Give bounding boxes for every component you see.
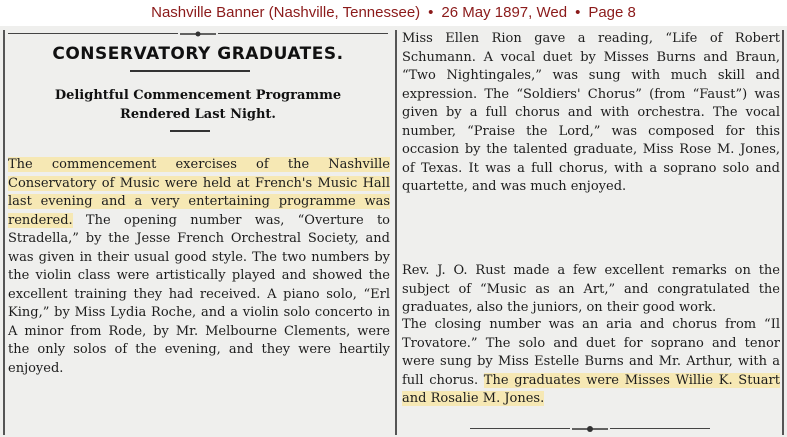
header-separator-1: • bbox=[428, 4, 434, 21]
bottom-ornament-rule bbox=[470, 424, 710, 434]
highlighted-text: The commencement exercises of the Nashville Conservatory of Music were held at French's Music Hall last evening and a very entertaining programme was rendered. bbox=[8, 157, 390, 228]
left-paragraph-1-continuation: The opening number was, “Overture to Stradella,” by the Jesse French Orchestral Society, and was given in their usual good style. The two numbers by the violin class were artistically played and showed the excellent training they had received. A piano solo, “Erl King,” by Miss Lydia Roche, and a violin solo concerto in A minor from Rode, by Mr. Melbourne Clements, were the only solos of the evening, and they were heartily enjoyed. bbox=[8, 212, 391, 376]
article-headline: CONSERVATORY GRADUATES. bbox=[52, 44, 344, 64]
publication-name[interactable]: Nashville Banner (Nashville, Tennessee) bbox=[151, 4, 421, 21]
top-ornament-rule bbox=[8, 30, 388, 38]
middle-column-rule bbox=[395, 30, 397, 435]
headline-divider bbox=[130, 70, 250, 72]
publication-date[interactable]: 26 May 1897, Wed bbox=[441, 4, 568, 21]
clipping-image bbox=[0, 26, 787, 437]
ornament-icon bbox=[570, 424, 610, 434]
left-paragraph-1 bbox=[8, 156, 390, 378]
header-separator-2: • bbox=[575, 4, 581, 21]
ornament-icon bbox=[178, 30, 218, 38]
page-number[interactable]: Page 8 bbox=[588, 4, 636, 21]
highlighted-text: The graduates were Misses Willie K. Stuart and Rosalie M. Jones. bbox=[402, 372, 780, 406]
right-paragraph-3-text: The closing number was an aria and chorus from “Il Trovatore.” The solo and duet for soprano and tenor were sung by Miss Estelle Burns and Mr. Arthur, with a full chorus. bbox=[402, 317, 780, 388]
left-column-rule bbox=[3, 30, 5, 435]
subhead-divider bbox=[170, 130, 210, 132]
right-paragraph-1: Miss Ellen Rion gave a reading, “Life of Robert Schumann. A vocal duet by Misses Burns and Braun, “Two Nightingales,” was sung with much skill and expression. The “Soldiers' Chorus” (from “Faust”) was given by a full chorus and with orchestra. The vocal number, “Praise the Lord,” was composed for this occasion by the talented graduate, Miss Rose M. Jones, of Texas. It was a full chorus, with a soprano solo and quartette, and was much enjoyed. bbox=[402, 31, 780, 194]
article-subhead-line-2: Rendered Last Night. bbox=[120, 107, 276, 122]
right-paragraph-3 bbox=[402, 316, 780, 409]
clipping-source-header bbox=[0, 0, 787, 26]
article-subhead-line-1: Delightful Commencement Programme bbox=[54, 88, 342, 103]
right-column-rule bbox=[782, 30, 784, 435]
right-paragraph-2: Rev. J. O. Rust made a few excellent remarks on the subject of “Music as an Art,” and congratulated the graduates, also the juniors, on their good work. bbox=[402, 263, 780, 315]
